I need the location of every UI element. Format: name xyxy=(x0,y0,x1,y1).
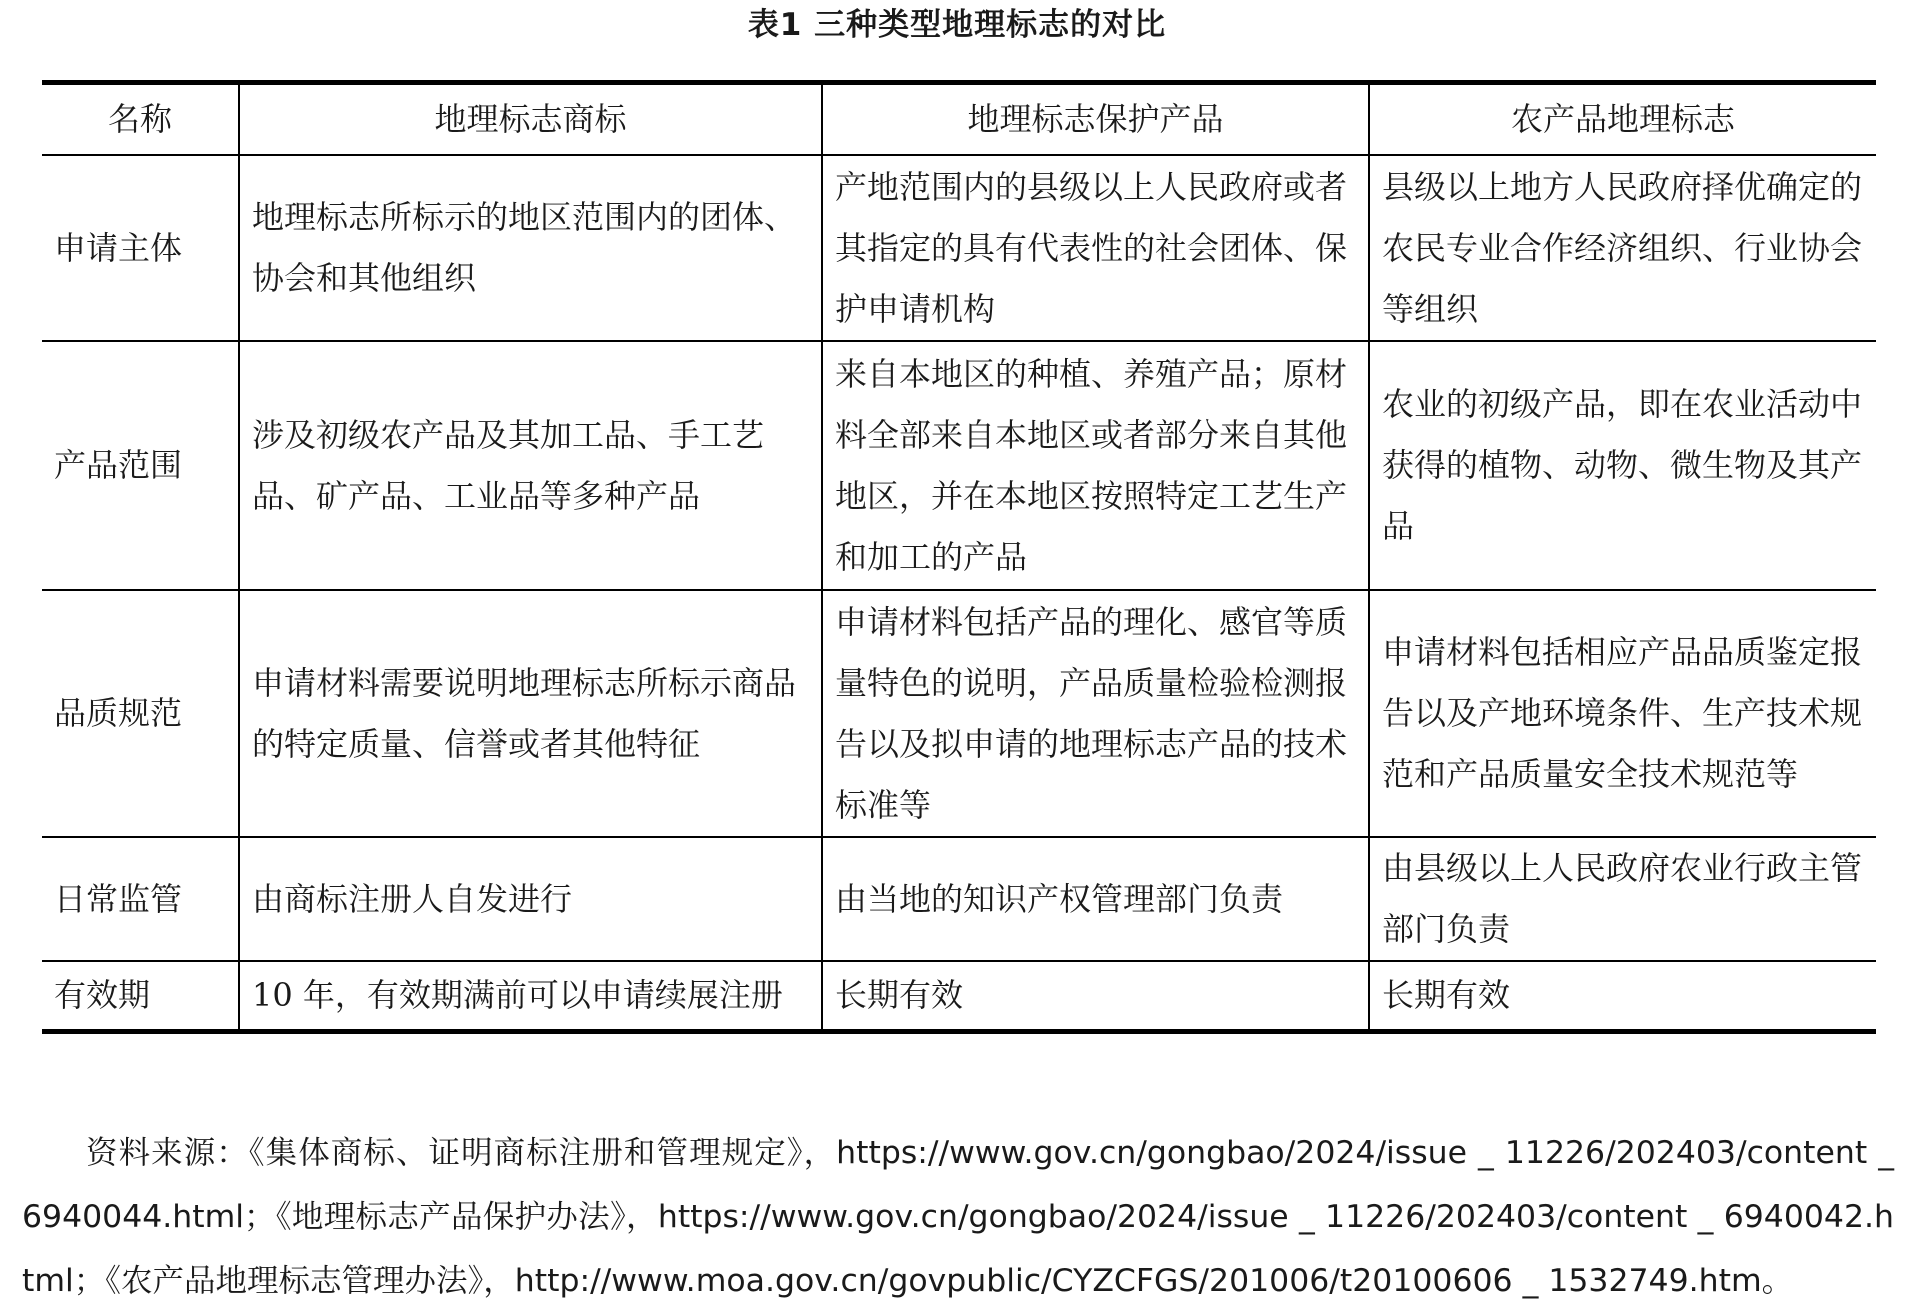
header-name: 名称 xyxy=(107,100,172,138)
table-row-supervision xyxy=(42,837,1876,961)
row-label: 申请主体 xyxy=(42,155,239,341)
header-gi-protected-product: 地理标志保护产品 xyxy=(822,83,1369,156)
table-cell: 由商标注册人自发进行 xyxy=(239,837,822,961)
row-label: 有效期 xyxy=(42,961,239,1031)
table-cell: 申请材料需要说明地理标志所标示商品的特定质量、信誉或者其他特征 xyxy=(239,590,822,837)
table-cell: 申请材料包括相应产品品质鉴定报告以及产地环境条件、生产技术规范和产品质量安全技术规范等 xyxy=(1369,590,1876,837)
table-cell: 长期有效 xyxy=(822,961,1369,1031)
row-label: 品质规范 xyxy=(42,590,239,837)
table-cell: 产地范围内的县级以上人民政府或者其指定的具有代表性的社会团体、保护申请机构 xyxy=(822,155,1369,341)
table-cell: 申请材料包括产品的理化、感官等质量特色的说明，产品质量检验检测报告以及拟申请的地理标志产品的技术标准等 xyxy=(822,590,1369,837)
table-title: 表1 三种类型地理标志的对比 xyxy=(747,7,1167,43)
table-cell: 涉及初级农产品及其加工品、手工艺品、矿产品、工业品等多种产品 xyxy=(239,341,822,590)
header-gi-trademark: 地理标志商标 xyxy=(239,83,822,156)
row-label: 日常监管 xyxy=(42,837,239,961)
table-cell: 来自本地区的种植、养殖产品；原材料全部来自本地区或者部分来自其他地区，并在本地区按照特定工艺生产和加工的产品 xyxy=(822,341,1369,590)
table-header-row xyxy=(42,83,1876,156)
table-cell: 县级以上地方人民政府择优确定的农民专业合作经济组织、行业协会等组织 xyxy=(1369,155,1876,341)
table-cell: 10 年，有效期满前可以申请续展注册 xyxy=(239,961,822,1031)
table-cell: 农业的初级产品，即在农业活动中获得的植物、动物、微生物及其产品 xyxy=(1369,341,1876,590)
source-note: 资料来源：《集体商标、证明商标注册和管理规定》，https://www.gov.cn/gongbao/2024/issue _ 11226/202403/content _ 6940044.html；《地理标志产品保护办法》，https://www.gov.cn/gongbao/2024/issue _ 11226/202403/content _ 6940042.html；《农产品地理标志管理办法》，http://www.moa.gov.cn/govpublic/CYZCFGS/201006/t20100606 _ 1532749.htm。 xyxy=(22,1134,1894,1299)
comparison-table xyxy=(42,80,1876,1034)
table-cell: 由县级以上人民政府农业行政主管部门负责 xyxy=(1369,837,1876,961)
table-row-product-scope xyxy=(42,341,1876,590)
header-agri-product-gi: 农产品地理标志 xyxy=(1369,83,1876,156)
table-row-applicant xyxy=(42,155,1876,341)
table-cell: 长期有效 xyxy=(1369,961,1876,1031)
table-cell: 由当地的知识产权管理部门负责 xyxy=(822,837,1369,961)
table-row-validity xyxy=(42,961,1876,1031)
table-cell: 地理标志所标示的地区范围内的团体、协会和其他组织 xyxy=(239,155,822,341)
table-row-quality-spec xyxy=(42,590,1876,837)
row-label: 产品范围 xyxy=(42,341,239,590)
